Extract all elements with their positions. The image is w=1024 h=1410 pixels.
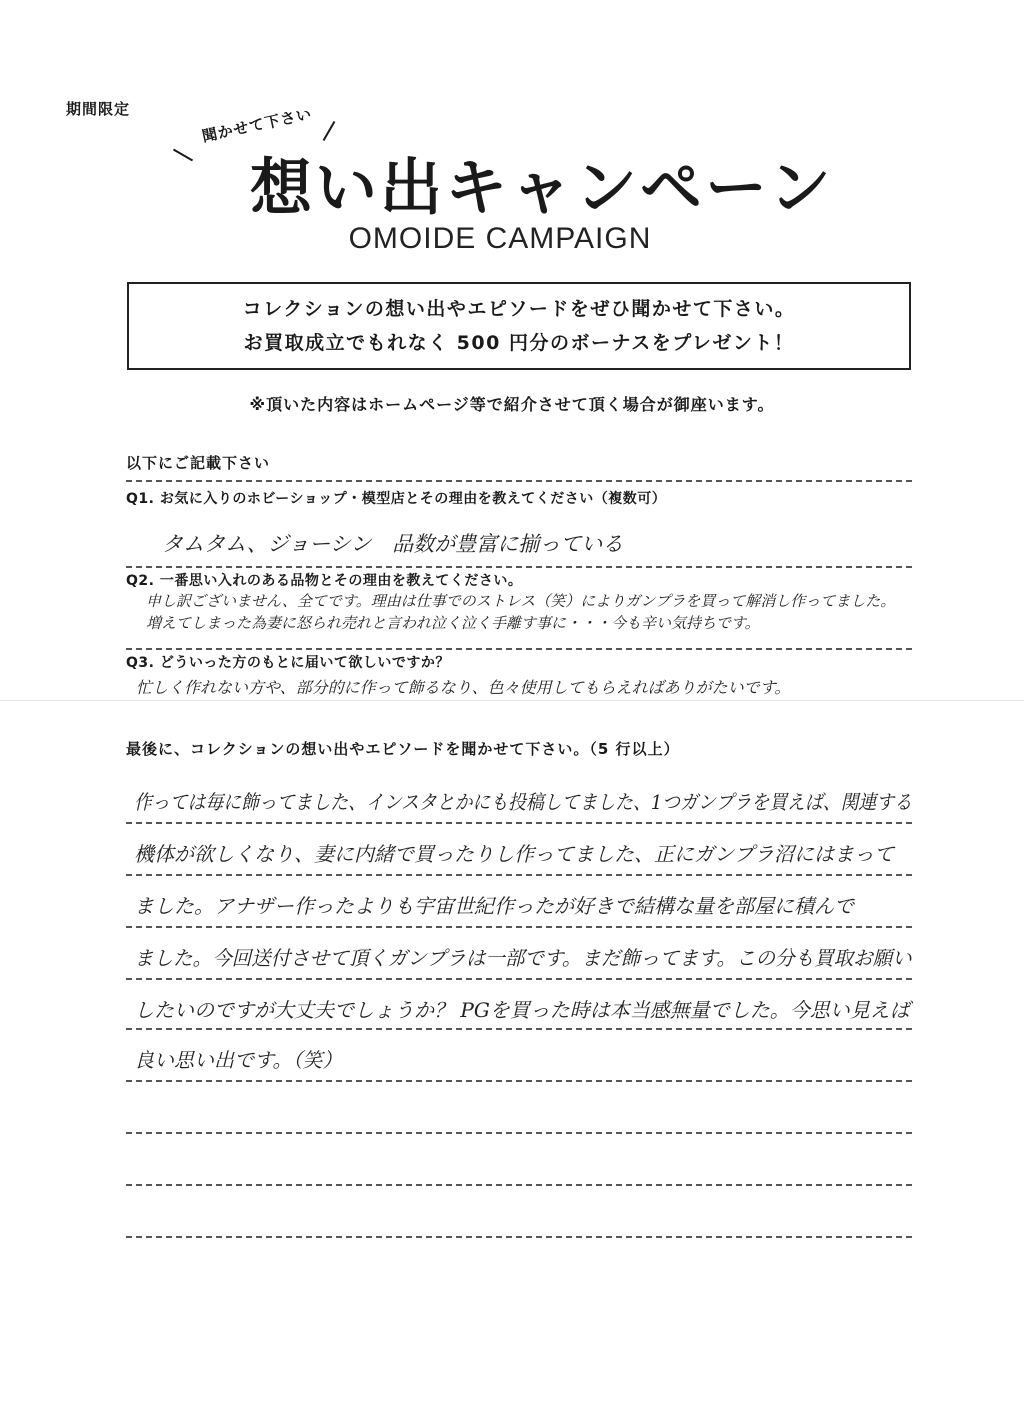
form-intro: 以下にご記載下さい bbox=[126, 454, 271, 472]
episode-line-5: したいのですが大丈夫でしょうか？ PGを買った時は本当感無量でした。今思い見えば bbox=[134, 998, 910, 1022]
q2-answer-line-2: 増えてしまった為妻に怒られ売れと言われ泣く泣く手離す事に・・・今も辛い気持ちです。 bbox=[146, 614, 760, 632]
campaign-title-english: OMOIDE CAMPAIGN bbox=[348, 222, 652, 255]
q2-label: Q2. 一番思い入れのある品物とその理由を教えてください。 bbox=[126, 573, 523, 589]
q1-answer: タムタム、ジョーシン 品数が豊富に揃っている bbox=[162, 532, 624, 556]
q2-answer-line-1: 申し訳ございません、全てです。理由は仕事でのストレス（笑）によりガンプラを買って解消し作ってました。 bbox=[146, 592, 896, 610]
q3-answer: 忙しく作れない方や、部分的に作って飾るなり、色々使用してもらえればありがたいです。 bbox=[136, 678, 791, 697]
episode-line-6: 良い思い出です。（笑） bbox=[134, 1048, 343, 1072]
divider-line bbox=[126, 978, 912, 980]
episode-line-3: ました。アナザー作ったよりも宇宙世紀作ったが好きで結構な量を部屋に積んで bbox=[134, 894, 854, 918]
campaign-title: 想い出キャンペーン bbox=[250, 151, 834, 224]
divider-line bbox=[126, 874, 912, 876]
divider-line bbox=[126, 566, 912, 568]
subheading-text: 聞かせて下さい bbox=[200, 104, 314, 146]
notice-line-1: コレクションの想い出やエピソードをぜひ聞かせて下さい。 bbox=[242, 298, 796, 320]
divider-line bbox=[126, 1080, 912, 1082]
episode-label: 最後に、コレクションの想い出やエピソードを聞かせて下さい。（5 行以上） bbox=[126, 740, 680, 758]
divider-line bbox=[126, 480, 912, 482]
limited-time-tag: 期間限定 bbox=[66, 100, 131, 118]
notice-line-2: お買取成立でもれなく 500 円分のボーナスをプレゼント！ bbox=[243, 332, 795, 354]
divider-line bbox=[126, 1132, 912, 1134]
q1-label: Q1. お気に入りのホビーショップ・模型店とその理由を教えてください（複数可） bbox=[126, 491, 667, 507]
episode-line-1: 作っては毎に飾ってました、インスタとかにも投稿してました、1つガンプラを買えば、関連する bbox=[134, 790, 912, 814]
notice-box bbox=[127, 282, 911, 370]
episode-line-4: ました。今回送付させて頂くガンプラは一部です。まだ飾ってます。この分も買取お願い bbox=[134, 946, 912, 970]
divider-line bbox=[126, 926, 912, 928]
divider-line bbox=[126, 1028, 912, 1030]
q3-label: Q3. どういった方のもとに届いて欲しいですか？ bbox=[126, 655, 450, 671]
divider-line bbox=[126, 1236, 912, 1238]
divider-line bbox=[126, 648, 912, 650]
episode-line-2: 機体が欲しくなり、妻に内緒で買ったりし作ってました、正にガンプラ沼にはまって bbox=[134, 842, 894, 866]
divider-line bbox=[126, 1184, 912, 1186]
paper-fold-line bbox=[0, 700, 1024, 701]
divider-line bbox=[126, 822, 912, 824]
slash-left-mark bbox=[173, 149, 193, 162]
disclaimer: ※頂いた内容はホームページ等で紹介させて頂く場合が御座います。 bbox=[249, 395, 775, 414]
